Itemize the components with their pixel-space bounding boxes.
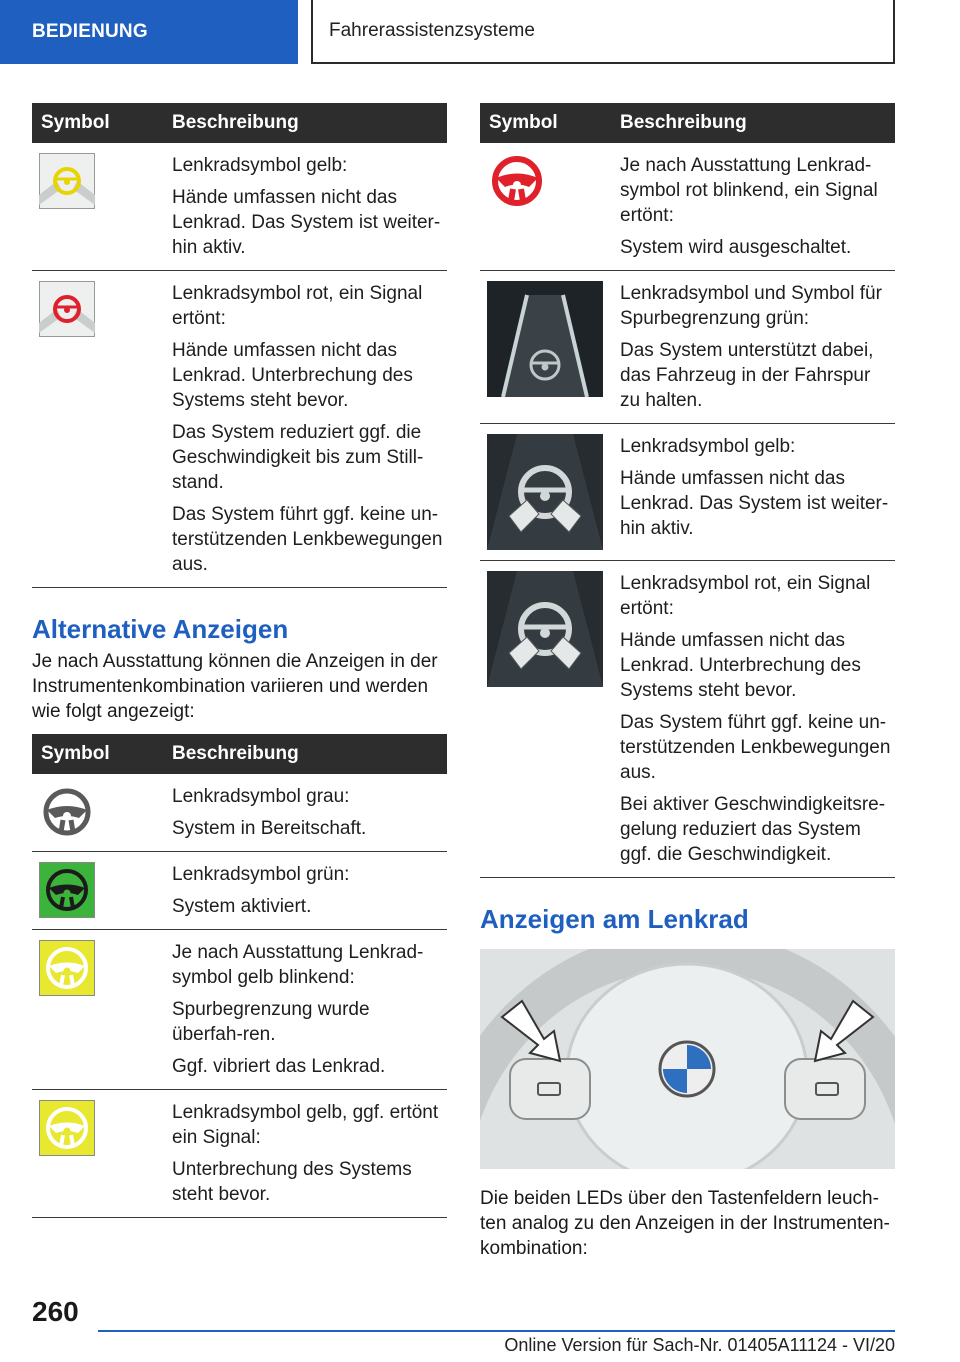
table-row bbox=[480, 143, 895, 271]
table-row bbox=[32, 930, 447, 1090]
description-line: Spurbegrenzung wurde überfah-ren. bbox=[172, 999, 370, 1045]
description-line: Lenkradsymbol grau: bbox=[172, 786, 350, 807]
table-row bbox=[32, 271, 447, 588]
description-line: Je nach Ausstattung Lenkrad-symbol gelb blinkend: bbox=[172, 942, 424, 988]
table-header-row bbox=[480, 103, 895, 143]
lane-green-steering-icon bbox=[487, 281, 603, 397]
description-cell bbox=[616, 561, 895, 878]
description-cell bbox=[168, 143, 447, 271]
description-line: Hände umfassen nicht das Lenkrad. Unterbrechung des Systems steht bevor. bbox=[172, 340, 413, 411]
description-cell bbox=[168, 930, 447, 1090]
symbol-cell bbox=[480, 424, 616, 561]
description-line: Lenkradsymbol grün: bbox=[172, 864, 350, 885]
description-cell bbox=[168, 271, 447, 588]
section-heading-lenkrad: Anzeigen am Lenkrad bbox=[480, 904, 749, 934]
description-line: System aktiviert. bbox=[172, 896, 312, 917]
description-cell bbox=[616, 271, 895, 424]
description-line: Lenkradsymbol gelb: bbox=[172, 155, 348, 176]
description-line: Lenkradsymbol rot, ein Signal ertönt: bbox=[620, 573, 871, 619]
description-line: Hände umfassen nicht das Lenkrad. Das System ist weiter-hin aktiv. bbox=[620, 468, 889, 539]
section-label: BEDIENUNG bbox=[0, 0, 298, 64]
column-header-symbol: Symbol bbox=[32, 103, 168, 143]
steering-yellow-hands-icon bbox=[39, 153, 95, 209]
symbol-cell bbox=[32, 852, 168, 930]
description-line: Lenkradsymbol und Symbol für Spurbegrenzung grün: bbox=[620, 283, 882, 329]
symbol-cell bbox=[32, 930, 168, 1090]
description-line: Lenkradsymbol rot, ein Signal ertönt: bbox=[172, 283, 423, 329]
column-header-description: Beschreibung bbox=[168, 734, 447, 774]
description-cell bbox=[168, 774, 447, 852]
description-cell bbox=[616, 424, 895, 561]
page-number: 260 bbox=[32, 1296, 79, 1327]
table-row bbox=[32, 1090, 447, 1218]
left-column bbox=[32, 103, 447, 1218]
column-header-description: Beschreibung bbox=[616, 103, 895, 143]
steering-green-icon bbox=[39, 862, 95, 918]
description-cell bbox=[616, 143, 895, 271]
description-line: Das System führt ggf. keine un-terstützenden Lenkbewegungen aus. bbox=[172, 504, 443, 575]
right-column bbox=[480, 103, 895, 1261]
symbol-cell bbox=[32, 774, 168, 852]
symbol-table-1 bbox=[32, 103, 447, 588]
description-line: Ggf. vibriert das Lenkrad. bbox=[172, 1056, 386, 1077]
steering-red-blink-icon bbox=[487, 153, 547, 209]
description-line: Das System reduziert ggf. die Geschwindigkeit bis zum Still-stand. bbox=[172, 422, 424, 493]
symbol-table-2 bbox=[32, 734, 447, 1218]
footer-divider bbox=[98, 1330, 895, 1332]
symbol-cell bbox=[480, 143, 616, 271]
description-line: Bei aktiver Geschwindigkeitsre-gelung reduziert das System ggf. die Geschwindigkeit. bbox=[620, 794, 886, 865]
description-line: Das System unterstützt dabei, das Fahrzeug in der Fahrspur zu halten. bbox=[620, 340, 874, 411]
steering-grey-icon bbox=[39, 784, 95, 840]
table-row bbox=[32, 143, 447, 271]
steering-red-hands-icon bbox=[39, 281, 95, 337]
footer-version-text: Online Version für Sach-Nr. 01405A11124 - VI/20 bbox=[504, 1335, 895, 1355]
section-heading-alternative: Alternative Anzeigen bbox=[32, 614, 289, 644]
description-cell bbox=[168, 852, 447, 930]
symbol-table-3 bbox=[480, 103, 895, 878]
description-line: System wird ausgeschaltet. bbox=[620, 237, 852, 258]
chapter-title-text: Fahrerassistenzsysteme bbox=[329, 20, 535, 41]
steering-yellow-signal-icon bbox=[39, 1100, 95, 1156]
table-row bbox=[480, 271, 895, 424]
column-header-description: Beschreibung bbox=[168, 103, 447, 143]
description-line: Lenkradsymbol gelb, ggf. ertönt ein Signal: bbox=[172, 1102, 439, 1148]
table-row bbox=[480, 561, 895, 878]
description-line: Unterbrechung des Systems steht bevor. bbox=[172, 1159, 412, 1205]
symbol-cell bbox=[32, 1090, 168, 1218]
column-header-symbol: Symbol bbox=[32, 734, 168, 774]
description-line: Je nach Ausstattung Lenkrad-symbol rot blinkend, ein Signal ertönt: bbox=[620, 155, 878, 226]
steering-yellow-blink-icon bbox=[39, 940, 95, 996]
description-line: System in Bereitschaft. bbox=[172, 818, 367, 839]
description-line: Hände umfassen nicht das Lenkrad. Unterbrechung des Systems steht bevor. bbox=[620, 630, 861, 701]
symbol-cell bbox=[32, 143, 168, 271]
table-row bbox=[480, 424, 895, 561]
symbol-cell bbox=[32, 271, 168, 588]
table-header-row bbox=[32, 103, 447, 143]
steering-wheel-photo bbox=[480, 949, 895, 1169]
section-paragraph: Je nach Ausstattung können die Anzeigen in der Instrumentenkombination variieren und werden wie folgt angezeigt: bbox=[32, 651, 438, 722]
symbol-cell bbox=[480, 561, 616, 878]
description-line: Lenkradsymbol gelb: bbox=[620, 436, 796, 457]
description-line: Das System führt ggf. keine un-terstützenden Lenkbewegungen aus. bbox=[620, 712, 891, 783]
chapter-title bbox=[311, 0, 895, 64]
hands-steering-red-icon bbox=[487, 571, 603, 687]
table-row bbox=[32, 852, 447, 930]
figure-caption: Die beiden LEDs über den Tastenfeldern leuch-ten analog zu den Anzeigen in der Instrumenten-kombination: bbox=[480, 1188, 890, 1259]
column-header-symbol: Symbol bbox=[480, 103, 616, 143]
description-cell bbox=[168, 1090, 447, 1218]
table-header-row bbox=[32, 734, 447, 774]
hands-steering-yellow-icon bbox=[487, 434, 603, 550]
symbol-cell bbox=[480, 271, 616, 424]
description-line: Hände umfassen nicht das Lenkrad. Das System ist weiter-hin aktiv. bbox=[172, 187, 441, 258]
steering-wheel-figure bbox=[480, 949, 895, 1174]
table-row bbox=[32, 774, 447, 852]
